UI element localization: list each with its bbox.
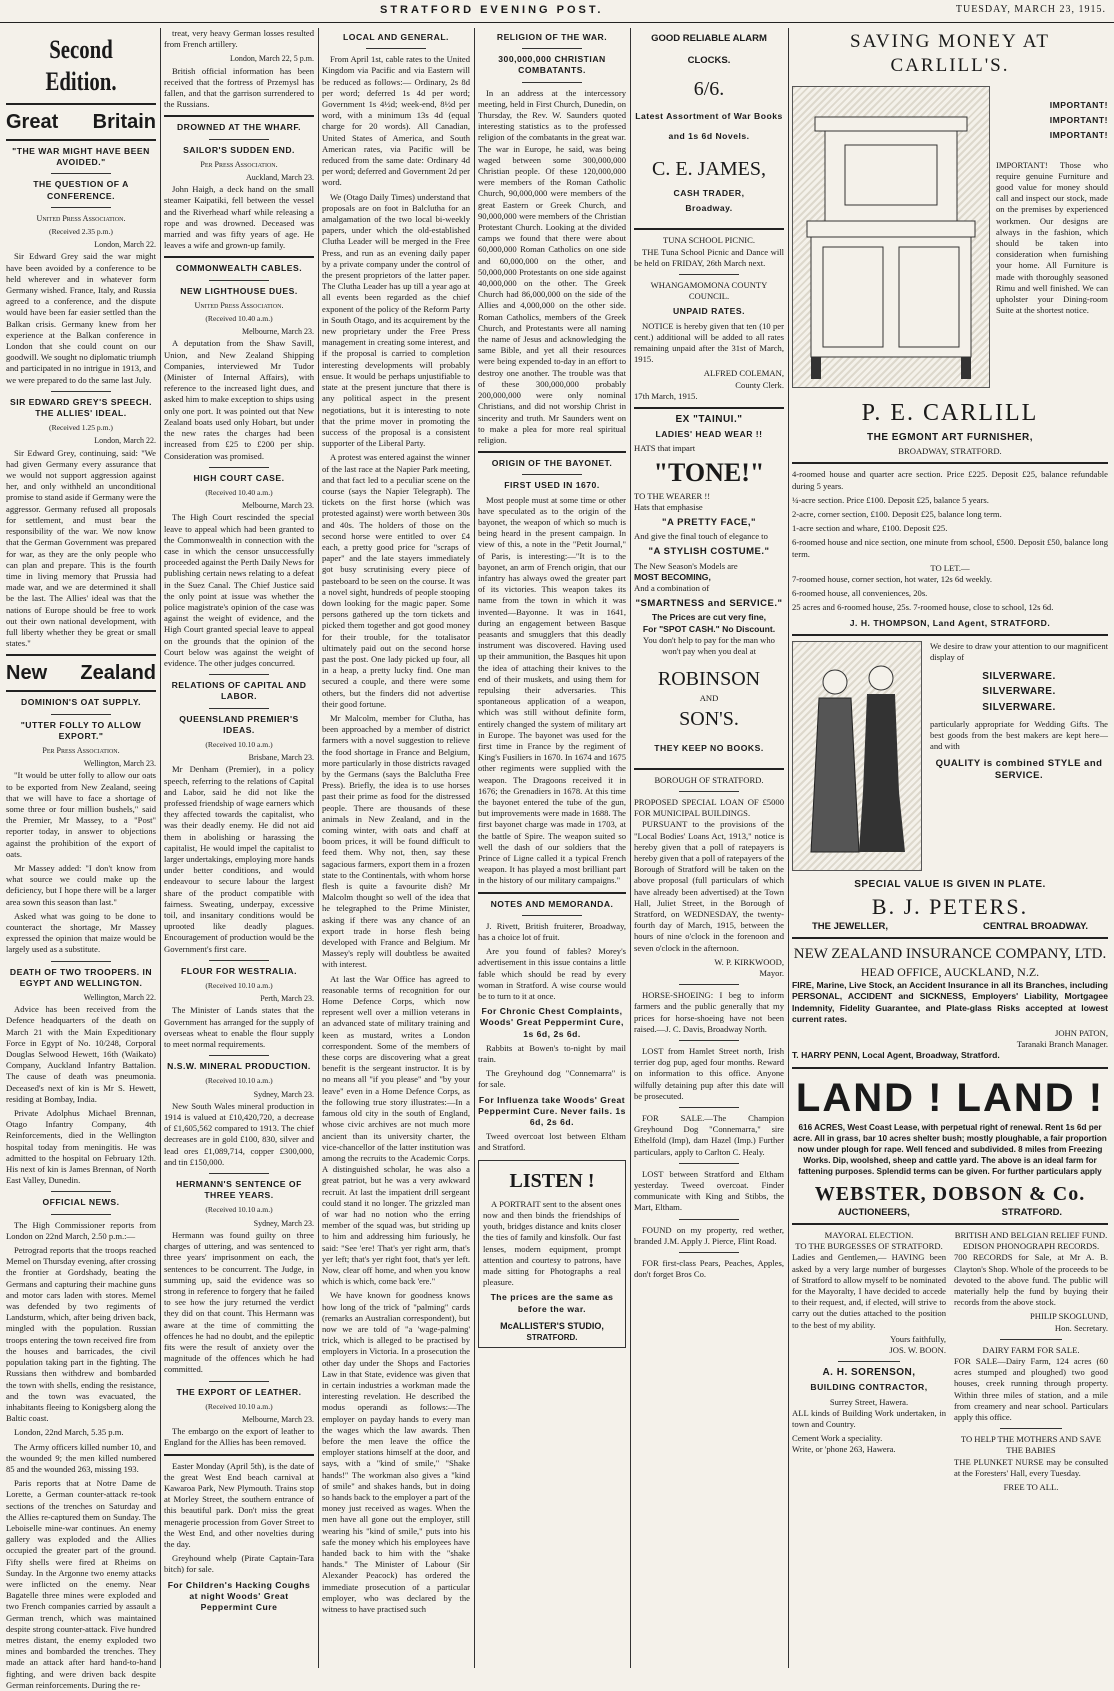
- notice-heading: TO THE BURGESSES OF STRATFORD.: [795, 1241, 943, 1252]
- headline: HIGH COURT CASE.: [193, 472, 285, 483]
- column-3: [322, 28, 470, 1668]
- signature-title: Mayor.: [759, 967, 784, 978]
- newspaper-title: STRATFORD EVENING POST.: [380, 4, 604, 16]
- classified-ad: FOUND on my property, red wether, branded J.M. Apply J. Pierce, Flint Road.: [634, 1224, 784, 1246]
- received-time: (Received 10.10 a.m.): [205, 1076, 273, 1086]
- hats-subheading: LADIES' HEAD WEAR !!: [655, 429, 763, 440]
- silverware-line: SILVERWARE.: [982, 671, 1056, 683]
- notice-paragraph: 700 RECORDS for Sale, at Mr A. B. Clayton's Shop. Whole of the proceeds to be devoted to the above fund. The public will materially help the fund by buying their records from the above stock.: [954, 1252, 1108, 1308]
- headline: NEW LIGHTHOUSE DUES.: [180, 285, 298, 296]
- robinson-name: ROBINSON: [657, 668, 761, 691]
- ad-body: A PORTRAIT sent to the absent ones now and then binds the friendships of youth, bridges distance and knits closer the ties of family and kinsfolk. Our fast lenses, modern equipment, prompt attention and courtesy to patrons, have made sitting for Photographs a real pleasure.: [483, 1198, 621, 1288]
- books-advert: Latest Assortment of War Books and 1s 6d Novels.: [635, 111, 783, 141]
- wire-service: United Press Association.: [194, 300, 284, 310]
- classified-ad: FOR first-class Pears, Peaches, Apples, don't forget Bros Co.: [634, 1258, 784, 1280]
- divider: [1000, 1428, 1062, 1429]
- headline: QUEENSLAND PREMIER'S IDEAS.: [179, 713, 299, 735]
- peters-quality: QUALITY is combined STYLE and SERVICE.: [935, 758, 1103, 781]
- notice-heading: BOROUGH OF STRATFORD.: [654, 774, 764, 785]
- robinson-and: AND: [699, 693, 719, 704]
- divider: [6, 139, 156, 141]
- nzi-office: HEAD OFFICE, AUCKLAND, N.Z.: [860, 965, 1040, 980]
- carlill-advert: [792, 86, 1108, 388]
- divider: [51, 1214, 111, 1215]
- divider: [792, 1067, 1108, 1069]
- divider: [679, 984, 739, 985]
- sideboard-illustration: [792, 86, 990, 388]
- article-paragraph: "It would be utter folly to allow our oats to be exported from New Zealand, seeing that we will have to face a shortage of some three or four million bushels," said the Premier, Mr Massey, to a "Post" reporter today, in answer to objections against the prohibition of the export of oats.: [6, 770, 156, 859]
- property-listing: ¼-acre section. Price £100. Deposit £25, balance 5 years.: [792, 494, 989, 505]
- left-notices: [792, 1230, 946, 1493]
- divider: [679, 791, 739, 792]
- peters-text: [930, 641, 1108, 871]
- headline: SAILOR'S SUDDEN END.: [183, 144, 295, 155]
- hats-line: TO THE WEARER !!: [634, 490, 711, 501]
- webster-footer: [792, 1207, 1108, 1218]
- hats-highlight: "A PRETTY FACE,": [661, 517, 757, 529]
- notice-heading: PROPOSED SPECIAL LOAN OF £5000 FOR MUNICIPAL BUILDINGS.: [634, 796, 784, 819]
- article-paragraph: The High Commissioner reports from London on 22nd March, 2.50 p.m.:—: [6, 1219, 156, 1241]
- headline: DEATH OF TWO TROOPERS. IN EGYPT AND WELLINGTON.: [9, 966, 153, 988]
- builder-phone: Write, or 'phone 263, Hawera.: [792, 1444, 896, 1455]
- hats-highlight: "A STYLISH COSTUME.": [648, 546, 770, 558]
- tone-text: "TONE!": [653, 457, 765, 487]
- notice-footer: FREE TO ALL.: [1003, 1481, 1059, 1492]
- nzi-local: T. HARRY PENN, Local Agent, Broadway, Stratford.: [792, 1050, 1000, 1061]
- dateline: Sydney, March 23.: [253, 1089, 314, 1099]
- article-paragraph: Mr Massey added: "I don't know from what source we could make up the deficiency, but I hope there will be a larger area sown this season than last.": [6, 862, 156, 907]
- divider: [6, 103, 156, 105]
- article-paragraph: The Minister of Lands states that the Government has arranged for the supply of overseas wheat to enable the flour supply to meet normal requirements.: [164, 1005, 314, 1050]
- hats-line: And a combination of: [634, 583, 710, 594]
- divider: [51, 173, 111, 174]
- hats-prices: The Prices are cut very fine,: [651, 612, 767, 623]
- peters-footer: [792, 921, 1108, 932]
- builder-trade: BUILDING CONTRACTOR,: [810, 1382, 928, 1393]
- studio-advertisement: [478, 1160, 626, 1348]
- edition-heading: Second Edition.: [45, 35, 117, 96]
- ad-note: The prices are the same as before the war.: [490, 1292, 614, 1314]
- column-5: [634, 28, 784, 1668]
- notice-heading: UNPAID RATES.: [672, 306, 746, 317]
- divider: [522, 915, 581, 916]
- column-1: [6, 28, 157, 1690]
- trader-type: CASH TRADER,: [673, 188, 745, 198]
- article-paragraph: London, 22nd March, 5.35 p.m.: [14, 1427, 124, 1438]
- article-paragraph: From April 1st, cable rates to the United Kingdom via Pacific and via Eastern will be reduced as follows:— Ordinary, 2s 8d per word; deferred 1s 4d per word; Government 1s 4½d; week-end, 8½d per word, with a minimum 13s 4d (equal charge for 20 words). All Canadian, United States of America, and South American rates, via Pacific will be reduced from the same date: Ordinary 4d per word; deferred and Government 2d per word.: [322, 54, 470, 188]
- article-paragraph: John Haigh, a deck hand on the small steamer Kaipatiki, fell between the vessel and the Riverhead wharf while releasing a rope and was drowned. Deceased was married and was fifty years of age. He leaves a wife and grown-up family.: [164, 184, 314, 251]
- builder-street: Surrey Street, Hawera.: [829, 1396, 909, 1407]
- property-listing: 25 acres and 6-roomed house, 25s. 7-roomed house, close to school, 12s 6d.: [792, 602, 1054, 613]
- headline: DOMINION'S OAT SUPPLY.: [20, 697, 141, 708]
- divider: [522, 82, 581, 83]
- nzi-agent-role: Taranaki Branch Manager.: [1016, 1039, 1108, 1050]
- peters-advert: [792, 641, 1108, 871]
- article-paragraph: A protest was entered against the winner of the last race at the Napier Park meeting, and that fact led to a peculiar scene on the course (says the Napier Telegraph). The tickets on the first horse (which was protested against) were worth between 30s and 40s. The holders of those on the second horse were entitled to over £4 each, a pretty good price for "scraps of paper" and the late stayers immediately got busy scrutinising every piece of pasteboard to be seen on the course. It was a novel sight, hundreds of people stooping down looking for the magic paper. Some persons gathered up the torn tickets and picked them together and got good money for their trouble, for the totalisator ultimately paid out on the second horse past the post. One lady picked up four, all in a heap, a pretty lucky find. One man secured a couple, and there were some others, but the finders did not advertise their good fortune.: [322, 452, 470, 709]
- carlill-place: BROADWAY, STRATFORD.: [898, 446, 1002, 457]
- hats-cash: For "SPOT CASH." No Discount.: [642, 623, 776, 634]
- peters-name: B. J. PETERS.: [871, 894, 1029, 920]
- article-paragraph: Mr Malcolm, member for Clutha, has been approached by a member of district farmers with a novel suggestion to relieve the food shortage in France and Belgium, more particularly in those districts ravaged by the Germans (says the Balclutha Free Press). Briefly, the idea is to use horses past their prime as food for the distressed people. There are thousands of these animals in New Zealand, and in the coming winter, with oats and chaff at boom prices, it will be found difficult to feed them. Why not, then, say these sagacious farmers, export them in a frozen state to the Continentals, with whom horse flesh is quite a favourite dish? Mr Malcolm thought so well of the idea that he telegraphed to the Prime Minister, asking if there was any chance of an export trade in horse flesh being developed with France and Belgium. Mr Massey's reply will doubtless be awaited with interest.: [322, 712, 470, 970]
- builder-body: ALL kinds of Building Work undertaken, in town and Country.: [792, 1407, 946, 1429]
- advertisement-line: For Chronic Chest Complaints, Woods' Great Peppermint Cure, 1s 6d, 2s 6d.: [480, 1006, 624, 1039]
- property-listing: 4-roomed house and quarter acre section. Price £225. Deposit £25, balance refundable during 5 years.: [792, 469, 1108, 491]
- divider: [792, 1223, 1108, 1225]
- notice-heading: EDISON PHONOGRAPH RECORDS.: [962, 1241, 1100, 1252]
- nzi-agent: JOHN PATON,: [1054, 1028, 1108, 1039]
- headline: FLOUR FOR WESTRALIA.: [181, 965, 297, 976]
- carlill-title: SAVING MONEY AT CARLILL'S.: [850, 31, 1050, 76]
- received-time: (Received 10.10 a.m.): [205, 739, 273, 749]
- divider: [679, 1040, 739, 1041]
- signature: W. P. KIRKWOOD,: [714, 956, 784, 967]
- silverware-line: SILVERWARE.: [982, 701, 1056, 713]
- headline: ORIGIN OF THE BAYONET.: [491, 458, 613, 469]
- article-paragraph: The Greyhound dog "Connemarra" is for sale.: [478, 1068, 626, 1090]
- masthead: [0, 0, 1114, 23]
- dateline: Wellington, March 22.: [83, 993, 156, 1002]
- column-rule: [318, 28, 319, 1668]
- builder-cement: Cement Work a speciality.: [792, 1433, 883, 1444]
- article-paragraph: Advice has been received from the Defence headquarters of the death on March 21 with the Main Expeditionary Force in Egypt of No. 10/248, Corporal Douglas Selwood Hewett, 16th (Waikato) Company, Auckland Infantry Battalion. The cause of death was pneumonia. Deceased's next of kin is Mr S. Hewett, residing at Bombay, India.: [6, 1004, 156, 1104]
- article-paragraph: Paris reports that at Notre Dame de Lorette, a German counter-attack re-took sections of the trenches on Saturday and the Allies re-captured them on Sunday. The Leboiselle mine-war continues. An enemy gallery was exploded and the Allies occupied the greater part of the ground. Fifty shells were fired at Rheims on Sunday. In the Argonne two enemy attacks were inflicted on the enemy. Near Bagatelle three mines were exploded and two French companies carried by assault a German trench, which was maintained despite strong counter-attack. Five hundred metres distant, the enemy exploded two mines and bombarded the trenches. They made an attack after hard hand-to-hand fighting, and were driven back despite German reinforcements. During the re-: [6, 1478, 156, 1690]
- divider: [792, 634, 1108, 636]
- divider: [6, 654, 156, 656]
- received-time: (Received 1.25 p.m.): [49, 423, 113, 433]
- article-paragraph: Asked what was going to be done to counteract the shortage, Mr Massey expressed the opinion that maize would be largely used as a substitute.: [6, 910, 156, 955]
- clock-advert: GOOD RELIABLE ALARM CLOCKS.: [651, 33, 767, 66]
- advertisement-line: For Children's Hacking Coughs at night Woods' Great Peppermint Cure: [167, 1579, 311, 1612]
- peters-place: CENTRAL BROADWAY.: [982, 921, 1088, 933]
- ad-town: STRATFORD.: [526, 1332, 578, 1342]
- signature-title: County Clerk.: [735, 379, 784, 390]
- headline: LOCAL AND GENERAL.: [343, 32, 449, 42]
- article-paragraph: Are you found of fables? Morey's advertisement in this issue contains a little fable which should be read by every woman in Stratford. A wise course would be to turn to it at once.: [478, 946, 626, 1002]
- dateline: Melbourne, March 23.: [242, 501, 314, 511]
- headline: HERMANN'S SENTENCE OF THREE YEARS.: [176, 1179, 302, 1201]
- notice-paragraph: Ladies and Gentlemen,— HAVING been asked by a very large number of burgesses of Stratford to allow myself to be nominated for the Mayoralty, I have decided to accede to their request, and, if elected, will strive to carry out the duties attached to the position to the best of my ability.: [792, 1252, 946, 1330]
- divider: [209, 280, 269, 281]
- divider: [679, 1107, 739, 1108]
- wire-service: Per Press Association.: [200, 159, 278, 169]
- trader-place: Broadway.: [685, 203, 733, 214]
- right-notices: [954, 1230, 1108, 1493]
- article-paragraph: We have known for goodness knows how long of the trick of "palming" cards (remarks an Australian correspondent), but now we are told of "a 'wage-palming' trick, which is alleged to be practised by employers in Victoria. In a prosecution the other day under the Shops and Factories Law in that State, evidence was given that in certain industries a workman made the interesting revelation. He described the modus operandi as follows:—The employer on payday hands to every man the wages which the law awards. Then before the men leave the office the employer stations himself at the door, and says, with a "kind of smile," "Shake hands!" The workman also gives a "kind of smile" and shakes hands, but in doing so hands back to the employer a part of the money just received as wages. When the men have all gone out the employer, still wearing his "kind of smile," puts into his safe the money which his employees have handed back to him with the "shake hands." The Minister of Labour (Sir Alexander Peacock) has ordered the immediate prosecution of a particular employer, who was declared by the witness to have practised such: [322, 1290, 470, 1615]
- received-time: (Received 10.10 a.m.): [205, 1205, 273, 1215]
- headline: N.S.W. MINERAL PRODUCTION.: [167, 1061, 311, 1072]
- divider: [634, 768, 784, 770]
- article-paragraph: Tweed overcoat lost between Eltham and Stratford.: [478, 1131, 626, 1153]
- article-paragraph: A deputation from the Shaw Savill, Union, and New Zealand Shipping Companies, interviewed Mr Tudor (Minister of Internal Affairs), with reference to the increased light dues, and asked him to make exception to ships using only one port. It was pointed out that New Zealand boats used only Hobart, but under the new rates the charges had been increased from £25 to £200 per ship. Consideration was promised.: [164, 338, 314, 461]
- ad-title: LISTEN !: [509, 1169, 595, 1192]
- peters-special: SPECIAL VALUE IS GIVEN IN PLATE.: [854, 878, 1046, 890]
- dateline: Sydney, March 23.: [253, 1218, 314, 1228]
- notice-paragraph: THE PLUNKET NURSE may be consulted at the Foresters' Hall, every Tuesday.: [954, 1456, 1108, 1478]
- notice-heading: BRITISH AND BELGIAN RELIEF FUND.: [954, 1229, 1108, 1240]
- property-listing: 6-roomed house and nice section, one minute from school, £500. Deposit £50, balance long term.: [792, 537, 1108, 559]
- notice-heading: MAYORAL ELECTION.: [824, 1229, 914, 1240]
- article-paragraph: The High Court rescinded the special leave to appeal which had been granted to the Commonwealth in connection with the case in which the censor unsuccessfully proceeded against the Perth Daily News for publishing certain news relating to a defeat in the Suez Canal. The Chief Justice said the only point at issue was whether the police magistrate's opinion of the case was against the weight of evidence, and the High Court granted special leave to appeal on the grounds that the opinion of the Court below was against the weight of evidence. The other judges concurred.: [164, 512, 314, 668]
- headline: "THE WAR MIGHT HAVE BEEN AVOIDED.": [12, 146, 150, 168]
- column-2: [164, 28, 314, 1668]
- peters-intro: We desire to draw your attention to our magnificent display of: [930, 640, 1108, 663]
- silverware-line: SILVERWARE.: [982, 686, 1056, 698]
- divider: [51, 391, 111, 392]
- nzi-body: FIRE, Marine, Live Stock, an Accident Insurance in all its Branches, including PERSONAL, ACCIDENT and SICKNESS, Employers' Liability, Mortgagee Indemnity, Fidelity Guarantee, and Plate-glass Risks accepted at lowest current rates.: [792, 980, 1108, 1024]
- divider: [6, 690, 156, 692]
- article-paragraph: At last the War Office has agreed to reasonable terms of recognition for our Home Defence Corps, which now represent well over a million veterans in an advanced state of military training and keen as mustard, writes a London correspondent. Some of the members of these corps are discovering what a great benefit is the sergeant instructor. It is by no means all "if you please" and "by your leave" even in a Home Defence Corps, as the following true story illustrates:—In a famous old city in the south of England, whose civic archives are not much more ancient than its university charter, the vice-chancellor of the latter institution was among the recruits to the Academic Corps. A distinguished scholar, he was also a great patriot, but he was a very awkward recruit. At last the impatient drill sergeant could stand it no longer. The grizzled man of war had no notion who the erring member of the squad was, but striding up to him and addressing him furiously, he said: "See 'ere! That's yer right arm, that's yer left; that's yer right foot, that's yer left. Now, clear off home, and when you know which is which, come back 'ere.": [322, 973, 470, 1287]
- divider: [209, 960, 269, 961]
- wire-service: United Press Association.: [36, 213, 126, 223]
- clock-price: 6/6.: [693, 78, 725, 100]
- dateline: London, March 22, 5 p.m.: [230, 54, 314, 64]
- divider: [522, 474, 581, 475]
- notice-paragraph: NOTICE is hereby given that ten (10 per cent.) additional will be added to all rates remaining unpaid after the 31st of March, 1915.: [634, 320, 784, 365]
- robinson-tagline: THEY KEEP NO BOOKS.: [654, 742, 764, 753]
- article-paragraph: New South Wales mineral production in 1914 is valued at £10,420,720, a decrease of £1,605,562 compared to 1913. The chief decreases are in gold £100, 830, silver and lead ores £1,089,714, copper £300,000, and tin £150,000.: [164, 1100, 314, 1167]
- received-time: (Received 10.10 a.m.): [205, 1401, 273, 1411]
- dateline: Wellington, March 23.: [83, 759, 156, 769]
- headline: NOTES AND MEMORANDA.: [490, 898, 614, 909]
- sideboard-drawing: [793, 87, 989, 387]
- section-heading-new-zealand: [6, 661, 156, 685]
- notice-heading: TUNA SCHOOL PICNIC.: [662, 235, 756, 246]
- divider: [679, 1252, 739, 1253]
- carlill-text: [996, 86, 1108, 388]
- carlill-name: P. E. CARLILL: [861, 400, 1039, 426]
- divider: [209, 1173, 269, 1174]
- article-paragraph: Private Adolphus Michael Brennan, Otago Infantry Company, 4th Reinforcements, died in the Wellington hospital today from meningitis. He was admitted to the hospital on February 12th. His next of kin is James Brennan, of North East Valley, Dunedin.: [6, 1108, 156, 1186]
- divider: [209, 1381, 269, 1382]
- classified-ad: FOR SALE.—The Champion Greyhound Dog "Connemarra," sire Ethelfold (Imp), dam Hazel (Imp.) Further particulars, apply to Carlton C. Healy.: [634, 1112, 784, 1157]
- land-heading: LAND ! LAND !: [795, 1075, 1105, 1120]
- notice-paragraph: THE Tuna School Picnic and Dance will be held on FRIDAY, 26th March next.: [634, 246, 784, 268]
- article-paragraph: Greyhound whelp (Pirate Captain-Tara bitch) for sale.: [164, 1553, 314, 1575]
- notice-paragraph: PURSUANT to the provisions of the "Local Bodies' Loans Act, 1913," notice is hereby given that a poll of ratepayers is hereby given that a poll of ratepayers of the Borough of Stratford will be taken on the above proposal (full particulars of which have already been advertised) at the Town Hall, Juliet Street, in the Borough of Stratford, on WEDNESDAY, the twenty-fourth day of March, 1915, between the hours of nine o'clock in the forenoon and seven o'clock in the afternoon.: [634, 819, 784, 953]
- headline: FIRST USED IN 1670.: [504, 480, 600, 491]
- divider: [478, 451, 626, 453]
- divider: [1000, 1339, 1062, 1340]
- section-heading-great-britain: [6, 110, 156, 134]
- headline: COMMONWEALTH CABLES.: [175, 263, 303, 274]
- divider: [164, 115, 314, 117]
- hats-heading: EX "TAINUI.": [675, 414, 743, 426]
- dateline: Melbourne, March 23.: [242, 1414, 314, 1424]
- divider: [209, 467, 269, 468]
- divider: [792, 937, 1108, 939]
- divider: [51, 1191, 111, 1192]
- article-paragraph: Hermann was found guilty on three charges of uttering, and was sentenced to three years' imprisonment on each, the sentences to be concurrent. The Judge, in summing up, said the evidence was so strong in reference to forgery that he failed to see how the jury returned the verdict they did on that count. This Hermann was aware at the time of committing the offences he had no doubt, and the epileptic fits were the result of anxiety over the magnitude of the offences which he had committed.: [164, 1229, 314, 1375]
- robinson-sons: SON'S.: [679, 707, 739, 730]
- divider: [51, 714, 111, 715]
- column-4: [478, 28, 626, 1668]
- property-listing: 1-acre section and whare, £100. Deposit £25.: [792, 523, 948, 534]
- heading-word: Zealand: [80, 662, 156, 685]
- divider: [51, 207, 111, 208]
- signature: Yours faithfully,: [890, 1333, 946, 1344]
- heading-word: Britain: [92, 111, 156, 133]
- divider: [164, 1454, 314, 1456]
- divider: [209, 1055, 269, 1056]
- headline: "UTTER FOLLY TO ALLOW EXPORT.": [20, 719, 142, 741]
- classified-ad: LOST between Stratford and Eltham yesterday. Tweed overcoat. Finder communicate with King and Stibbs, the Mart, Eltham.: [634, 1168, 784, 1213]
- webster-name: WEBSTER, DOBSON & Co.: [814, 1182, 1086, 1205]
- signature-title: Hon. Secretary.: [1054, 1322, 1108, 1333]
- carlill-trade: THE EGMONT ART FURNISHER,: [866, 432, 1033, 443]
- divider: [679, 1163, 739, 1164]
- divider: [679, 1219, 739, 1220]
- article-paragraph: The Army officers killed number 10, and the wounded 9; the men killed numbered 85 and the wounded 263, missing 193.: [6, 1441, 156, 1474]
- hats-highlight: MOST BECOMING,: [634, 571, 711, 582]
- hats-line: HATS that impart: [634, 443, 696, 454]
- divider: [522, 48, 581, 49]
- land-body: 616 ACRES, West Coast Lease, with perpetual right of renewal. Rent 1s 6d per acre. All in grass, bar 10 acres shelter bush; mostly ploughable, a fair proportion now under plough for rape. Well fenced and subdivided. 8 miles from Freezing Works. Dip, woolshed, sheep and cattle yard. The above is an ideal farm for fattening purposes. Splendid terms can be given. For further particulars apply: [793, 1122, 1107, 1177]
- received-time: (Received 10.10 a.m.): [205, 981, 273, 991]
- divider: [209, 674, 269, 675]
- property-listing: 7-roomed house, corner section, hot water, 12s 6d weekly.: [792, 574, 993, 585]
- headline: OFFICIAL NEWS.: [42, 1197, 120, 1208]
- divider: [209, 139, 269, 140]
- divider: [209, 708, 269, 709]
- wire-service: Per Press Association.: [42, 745, 120, 755]
- divider: [838, 1361, 900, 1362]
- headline: THE QUESTION OF A CONFERENCE.: [33, 179, 129, 201]
- article-paragraph: In an address at the intercessory meeting, held in First Church, Dunedin, on Thursday, the Rev. W. Saunders quoted interesting statistics as to the professed religion of the combatants in the great war. The war in Europe, he said, was being waged between some 300,000,000 Christian people. Of these 120,000,000 were members of the Roman Catholic Church, 90,000,000 were members of the great Eastern or Greek Church, and 90,000,000 were members of the Christian Protestant Church. Looking at the divided camps we found that there were about 60,000,000 Roman Catholics on one side and 60,000,000 on the other, and 50,000,000 Protestants on one side against 40,000,000 on the other. The Greek Church had 86,000,000 on the side of the Allies and 4,000,000 on the other side. Roman Catholics, members of the Greek Church, and Protestants were all naming the name of Jesus and acknowledging the same Bible, and yet all their resources were being expended to-day in an effort to destroy one another. The trouble was that of these 300,000,000 probably 200,000,000 were only nominal Christians, and did not worship Christ in sincerity and truth. Mr Saunders went on to make a plea for more real spiritual religion.: [478, 87, 626, 445]
- received-time: (Received 2.35 p.m.): [49, 227, 113, 237]
- column-rule: [788, 28, 789, 1668]
- hats-highlight: "SMARTNESS and SERVICE.": [635, 598, 783, 610]
- dateline: Brisbane, March 23.: [248, 753, 314, 763]
- auctioneers-place: STRATFORD.: [1001, 1206, 1063, 1218]
- important-line: IMPORTANT!: [1049, 130, 1108, 141]
- hats-line: The New Season's Models are: [634, 560, 738, 571]
- to-let-heading: TO LET.—: [930, 562, 970, 573]
- article-paragraph: The embargo on the export of leather to England for the Allies has been removed.: [164, 1426, 314, 1448]
- divider: [634, 228, 784, 230]
- important-line: IMPORTANT!: [1049, 100, 1108, 110]
- headline: THE EXPORT OF LEATHER.: [176, 1386, 302, 1397]
- dateline: Perth, March 23.: [260, 994, 314, 1004]
- hats-line: Hats that emphasise: [634, 501, 703, 512]
- headline: SIR EDWARD GREY'S SPEECH. THE ALLIES' IDEAL.: [9, 396, 153, 419]
- article-paragraph: We (Otago Daily Times) understand that proposals are on foot in Balclutha for an amalgamation of the two local bi-weekly papers, under which the old-established Clutha Leader will be merged in the Free Press, and run as an evening daily paper by a private company under the control of the present proprietors of the latter paper. The Clutha Leader has up till a year ago at all events been regarded as the chief exponent of the policy of the Reform Party in South Otago, and its acquirement by the new proprietary under the Free Press management in creating some interest, and if the proposal is carried to completion interesting developments will probably ensue. It would be perhaps unjustifiable to state at the present juncture that there is any political aspect in the present negotiations, but it is interesting to note that the prime mover in promoting the success of the proposal is a consistent supporter of the Liberal Party.: [322, 191, 470, 449]
- property-listing: 2-acre, corner section, £100. Deposit £25, balance long term.: [792, 509, 1002, 520]
- hats-line: You don't help to pay for the man who won't pay when you deal at: [643, 634, 775, 657]
- notice-date: 17th March, 1915.: [634, 390, 698, 401]
- bottom-notices: [792, 1230, 1108, 1493]
- column-rule: [474, 28, 475, 1668]
- column-rule: [630, 28, 631, 1668]
- divider: [792, 462, 1108, 464]
- article-paragraph: Rabbits at Bowen's to-night by mail train.: [478, 1042, 626, 1065]
- classified-ad: HORSE-SHOEING: I beg to inform farmers and the public generally that my prices for horse-shoeing have not been raised.—J. C. Davis, Broadway North.: [634, 990, 784, 1034]
- divider: [679, 274, 739, 275]
- signature: ALFRED COLEMAN,: [703, 368, 784, 379]
- article-paragraph: Sir Edward Grey, continuing, said: "We had given Germany every assurance that we would not support aggression against her, and only withheld an unconditional promise to stand aside if Germany were the aggressor. Germany refused all proposals for settlement, and must bear the responsibility of the war. We now know that the German Government was prepared for war, as they are the only people who can plan and prepare. This is the fourth time in living memory that Prussia had made war, and we are determined it shall be the last. The Allies' ideal was that the nations of Europe should be free to work out their own national development, with full liberty whether they be great or small states.": [6, 447, 156, 649]
- peters-body: particularly appropriate for Wedding Gifts. The best goods from the best makers are kept here—and with: [930, 718, 1108, 752]
- divider: [164, 256, 314, 258]
- issue-date: TUESDAY, MARCH 23, 1915.: [955, 4, 1106, 15]
- headline: RELATIONS OF CAPITAL AND LABOR.: [171, 680, 307, 702]
- couple-illustration: [792, 641, 922, 871]
- trader-name: C. E. JAMES,: [652, 158, 766, 180]
- hats-line: And give the final touch of elegance to: [634, 531, 768, 542]
- dateline: London, March 22.: [94, 240, 156, 250]
- peters-trade: THE JEWELLER,: [812, 921, 889, 933]
- figures-drawing: [793, 642, 921, 870]
- article-paragraph: J. Rivett, British fruiterer, Broadway, has a choice lot of fruit.: [478, 920, 626, 943]
- column-6-advertisements: [792, 28, 1108, 1668]
- builder-name: A. H. SORENSON,: [822, 1367, 916, 1379]
- received-time: (Received 10.40 a.m.): [205, 487, 273, 497]
- divider: [634, 407, 784, 409]
- divider: [51, 961, 111, 962]
- notice-heading: TO HELP THE MOTHERS AND SAVE THE BABIES: [960, 1434, 1102, 1456]
- important-line: IMPORTANT!: [1049, 115, 1108, 126]
- ad-business-name: McALLISTER'S STUDIO,: [500, 1320, 604, 1331]
- nzi-name: NEW ZEALAND INSURANCE COMPANY, LTD.: [793, 946, 1107, 963]
- advertisement-line: For Influenza take Woods' Great Peppermint Cure. Never fails. 1s 6d, 2s 6d.: [478, 1094, 626, 1128]
- notice-heading: DAIRY FARM FOR SALE.: [982, 1344, 1080, 1355]
- received-time: (Received 10.40 a.m.): [205, 314, 273, 324]
- headline: 300,000,000 CHRISTIAN COMBATANTS.: [498, 54, 606, 76]
- signature: PHILIP SKOGLUND,: [1030, 1311, 1108, 1322]
- divider: [478, 892, 626, 894]
- classified-ad: LOST from Hamlet Street north, Irish terrier dog pup, aged four months. Reward on information to this office. Anyone wilfully detaining pup after this date will be prosecuted.: [634, 1045, 784, 1101]
- property-listing: 6-roomed house, all conveniences, 20s.: [792, 588, 928, 599]
- heading-word: Great: [6, 111, 59, 133]
- headline: DROWNED AT THE WHARF.: [176, 122, 302, 133]
- carlill-body: IMPORTANT! Those who require genuine Furniture and good value for money should call and inspect our stock, made on the premises by experienced workmen. Our designs are always in the fashion, which should be taken into consideration when furnishing your home. All Furniture is made with thoroughly seasoned Rimu and well finished. We can upholster your Dining-room Suite at the shortest notice.: [996, 159, 1108, 316]
- land-agent: J. H. THOMPSON, Land Agent, STRATFORD.: [849, 617, 1051, 628]
- dateline: Melbourne, March 23.: [242, 327, 314, 337]
- dateline: Auckland, March 23.: [246, 173, 314, 183]
- column-rule: [160, 28, 161, 1668]
- article-paragraph: Most people must at some time or other have speculated as to the origin of the bayonet, the weapon of which so much is being heard in the present campaign. In view of this, a note in the "Petit Journal," of Paris, is interesting:—"It is to the bayonet, an arm of French origin, that our infantry has always owed the greater part of its victories. This weapon takes its name from the town in which it was invented—Bayonne. It was in 1641, during an engagement between Basque peasants and smugglers that this deadly instrument was discovered. Having used up their ammunition, the Basques hit upon the idea of attaching their knives to the end of their muskets, and using them for repulsing their adversaries. This spontaneous application of a weapon, which was still without definite form, entirely changed the system of military art in Europe. The bayonet was used for the first time in France by the regiment of King's Fusiliers in 1670. In 1674 and 1675 other regiments were supplied with the weapon. The Dragoons received it in 1676; the Grenadiers in 1678. At this time the bayonet entered the tube of the gun, but improvements were made in 1688. The first bayonet charge was made in 1703, at the battle of Spire. The weapon suited so well the dash of our soldiers that the Prince of Ligne called it a typical French weapon. It has played a most brilliant part in the history of our military campaigns.": [478, 494, 626, 886]
- article-paragraph: treat, very heavy German losses resulted from French artillery.: [164, 28, 314, 50]
- headline: RELIGION OF THE WAR.: [496, 32, 608, 42]
- notice-heading: WHANGAMOMONA COUNTY COUNCIL.: [650, 280, 768, 302]
- notice-paragraph: FOR SALE—Dairy Farm, 124 acres (60 acres stumped and ploughed) two good houses, creek running through property. Within three miles of station, and a mile from creamery and near school. Particulars apply this office.: [954, 1355, 1108, 1422]
- auctioneers: AUCTIONEERS,: [837, 1206, 910, 1218]
- article-paragraph: Easter Monday (April 5th), is the date of the great West End beach carnival at Kawaroa Park, New Plymouth. Trains stop at Morley Street, the southern entrance of this beautiful park. Don't miss the great menagerie procession from Gover Street to the West End, and other novelties during the day.: [164, 1460, 314, 1549]
- article-paragraph: Mr Denham (Premier), in a policy speech, referring to the relations of Capital and Labor, said he did not like the professed friendship of wage earners which they affected towards the capitalist, who was their deadly enemy. He did not aid them in abolishing or harassing the capitalist, He would impel the capitalist to larger undertakings, employing more hands under better conditions, and would endeavour to secure labour the largest share of the product compatible with fairness. Sweating, underpay, excessive toil, and insanitary conditions would be uprooted like deadly plagues. Encouragement of production would be the Government's first care.: [164, 764, 314, 954]
- article-paragraph: Sir Edward Grey said the war might have been avoided by a conference to be held wherever and in whatever form Germany wished. France, Italy, and Russia agreed to a conference, and the dispute would have been far easier settled than the Balkan crisis. Germany knew from her experience at the Balkan conference in London that she could count on our goodwill. We sought no diplomatic triumph and participated in no intrigue in 1913, and we were prepared to do the same last July.: [6, 251, 157, 385]
- article-paragraph: Petrograd reports that the troops reached Memel on Thursday evening, after crossing the frontier at Gordshady, beating the Germans and capturing their machine guns and motor cars laden with stores. Memel was defended by two regiments of Landsturm, which, after being driven back, mingled with the population. Russian troops entering the town received fire from the houses and barricades, the civil population taking part in the fighting. The Russians then withdrew and bombarded the town with shells, ending the resistance, and the town was evacuated, the inhabitants fleeing to Konigsberg along the Baltic coast.: [6, 1245, 156, 1424]
- signature: JOS. W. BOON.: [889, 1344, 946, 1355]
- heading-word: New: [6, 662, 48, 685]
- article-paragraph: British official information has been received that the fortress of Przemysl has fallen, and that the garrison surrendered to the Russians.: [164, 65, 314, 110]
- dateline: London, March 22.: [94, 436, 156, 446]
- divider: [366, 48, 425, 49]
